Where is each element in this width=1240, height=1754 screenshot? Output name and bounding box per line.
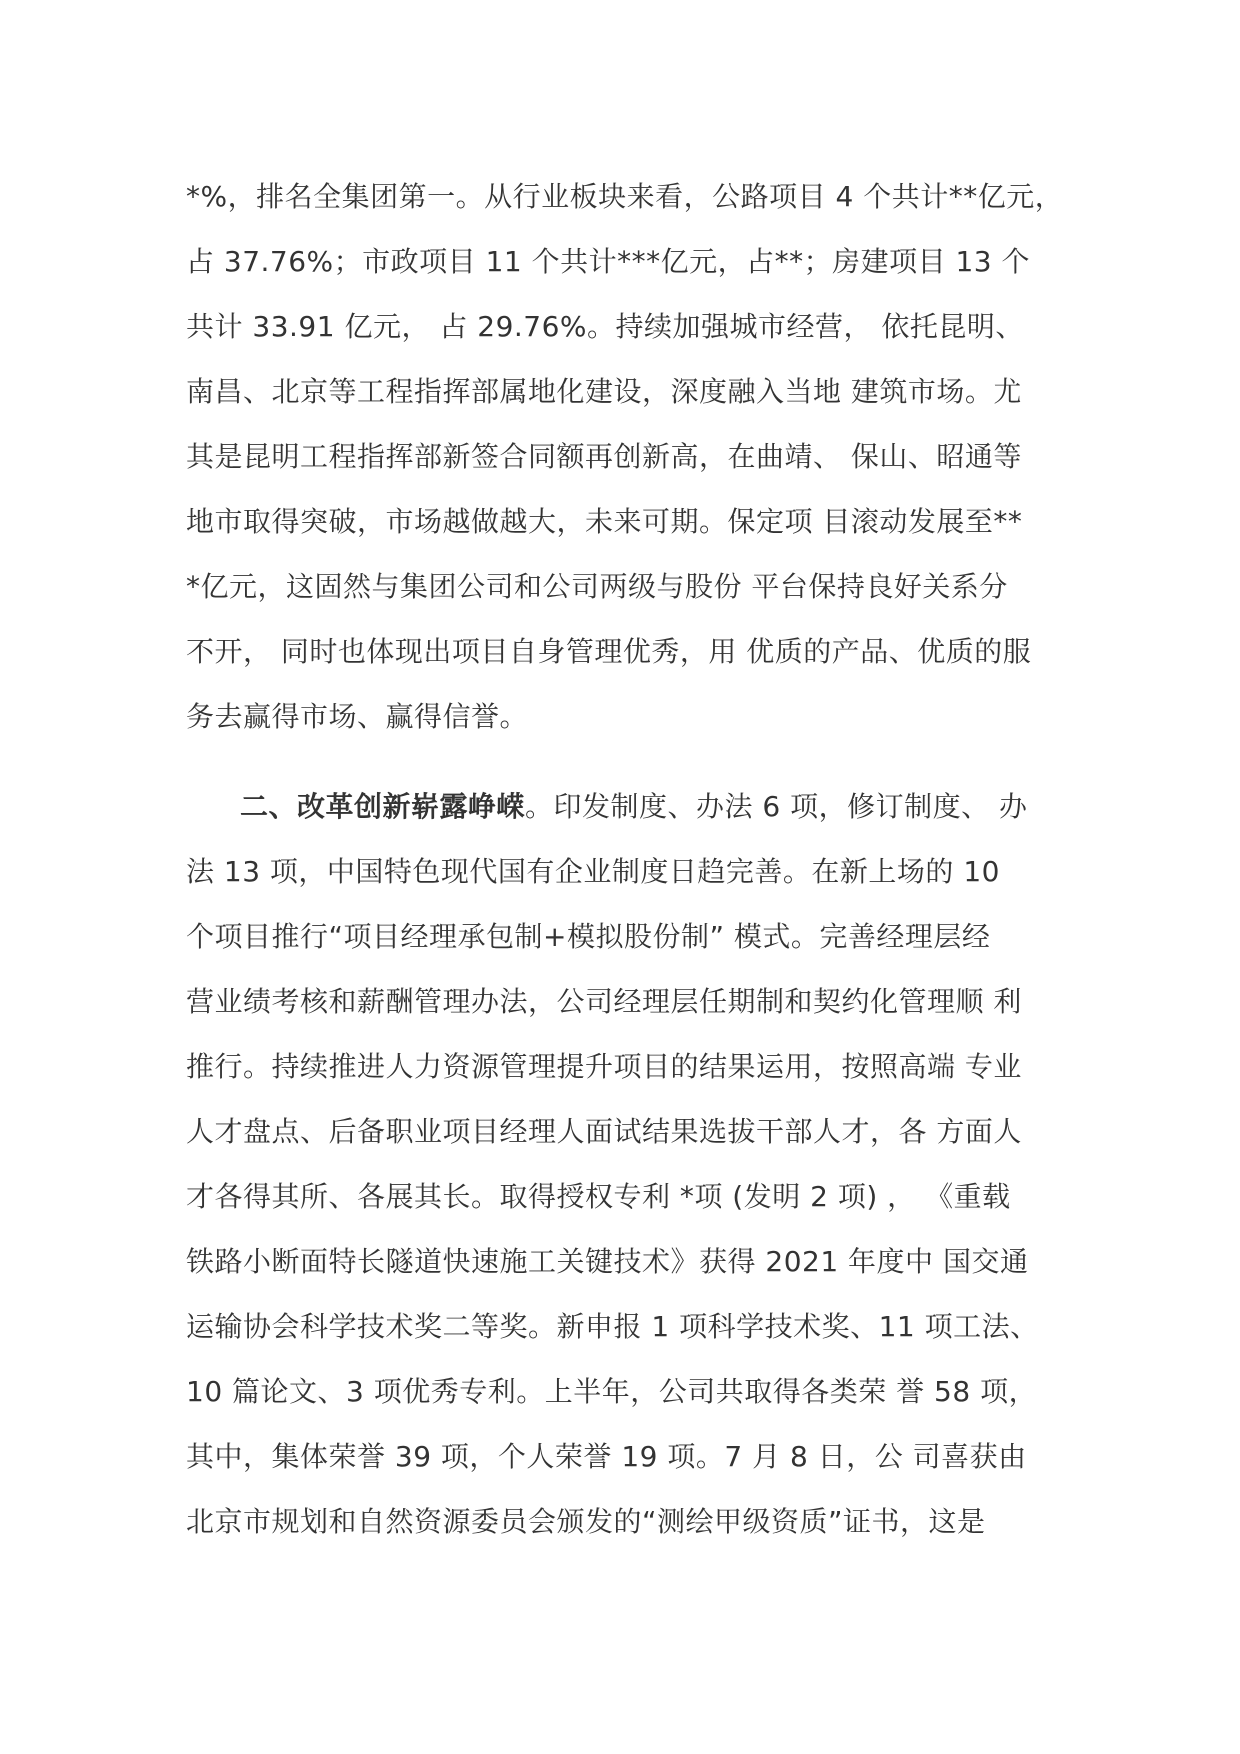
text-line: 个项目推行“项目经理承包制+模拟股份制” 模式。完善经理层经 xyxy=(186,920,991,953)
text-line: 铁路小断面特长隧道快速施工关键技术》获得 2021 年度中 国交通 xyxy=(186,1245,1029,1278)
text-line: 其是昆明工程指挥部新签合同额再创新高，在曲靖、 保山、昭通等 xyxy=(186,440,1022,473)
section-heading: 二、改革创新崭露峥嵘 xyxy=(240,790,526,823)
text-line: 地市取得突破，市场越做越大，未来可期。保定项 目滚动发展至** xyxy=(186,505,1023,538)
paragraph-reform-innovation xyxy=(186,774,1076,1554)
text-line: 营业绩考核和薪酬管理办法，公司经理层任期制和契约化管理顺 利 xyxy=(186,985,1022,1018)
text-line: 10 篇论文、3 项优秀专利。上半年，公司共取得各类荣 誉 58 项， xyxy=(186,1375,1038,1408)
text-line: 共计 33.91 亿元， 占 29.76%。持续加强城市经营， 依托昆明、 xyxy=(186,310,1024,343)
text-line: 人才盘点、后备职业项目经理人面试结果选拔干部人才，各 方面人 xyxy=(186,1115,1022,1148)
text-line: *%，排名全集团第一。从行业板块来看，公路项目 4 个共计**亿元， xyxy=(186,180,1064,213)
text-line: 才各得其所、各展其长。取得授权专利 *项 (发明 2 项) ， 《重载 xyxy=(186,1180,1011,1213)
text-line: 不开， 同时也体现出项目自身管理优秀，用 优质的产品、优质的服 xyxy=(186,635,1032,668)
text-line: 法 13 项，中国特色现代国有企业制度日趋完善。在新上场的 10 xyxy=(186,855,1000,888)
text-line: 其中，集体荣誉 39 项，个人荣誉 19 项。7 月 8 日，公 司喜获由 xyxy=(186,1440,1027,1473)
text-line: 北京市规划和自然资源委员会颁发的“测绘甲级资质”证书，这是 xyxy=(186,1505,986,1538)
text-line-first xyxy=(186,774,1076,839)
paragraph-market-results xyxy=(186,164,1076,749)
text-segment: 。印发制度、办法 6 项，修订制度、 办 xyxy=(525,790,1028,823)
text-line: 务去赢得市场、赢得信誉。 xyxy=(186,700,529,733)
text-line: 占 37.76%；市政项目 11 个共计***亿元，占**；房建项目 13 个 xyxy=(186,245,1031,278)
text-line: 运输协会科学技术奖二等奖。新申报 1 项科学技术奖、11 项工法、 xyxy=(186,1310,1039,1343)
text-line: 推行。持续推进人力资源管理提升项目的结果运用，按照高端 专业 xyxy=(186,1050,1022,1083)
text-line: *亿元，这固然与集团公司和公司两级与股份 平台保持良好关系分 xyxy=(186,570,1008,603)
text-line: 南昌、北京等工程指挥部属地化建设，深度融入当地 建筑市场。尤 xyxy=(186,375,1022,408)
